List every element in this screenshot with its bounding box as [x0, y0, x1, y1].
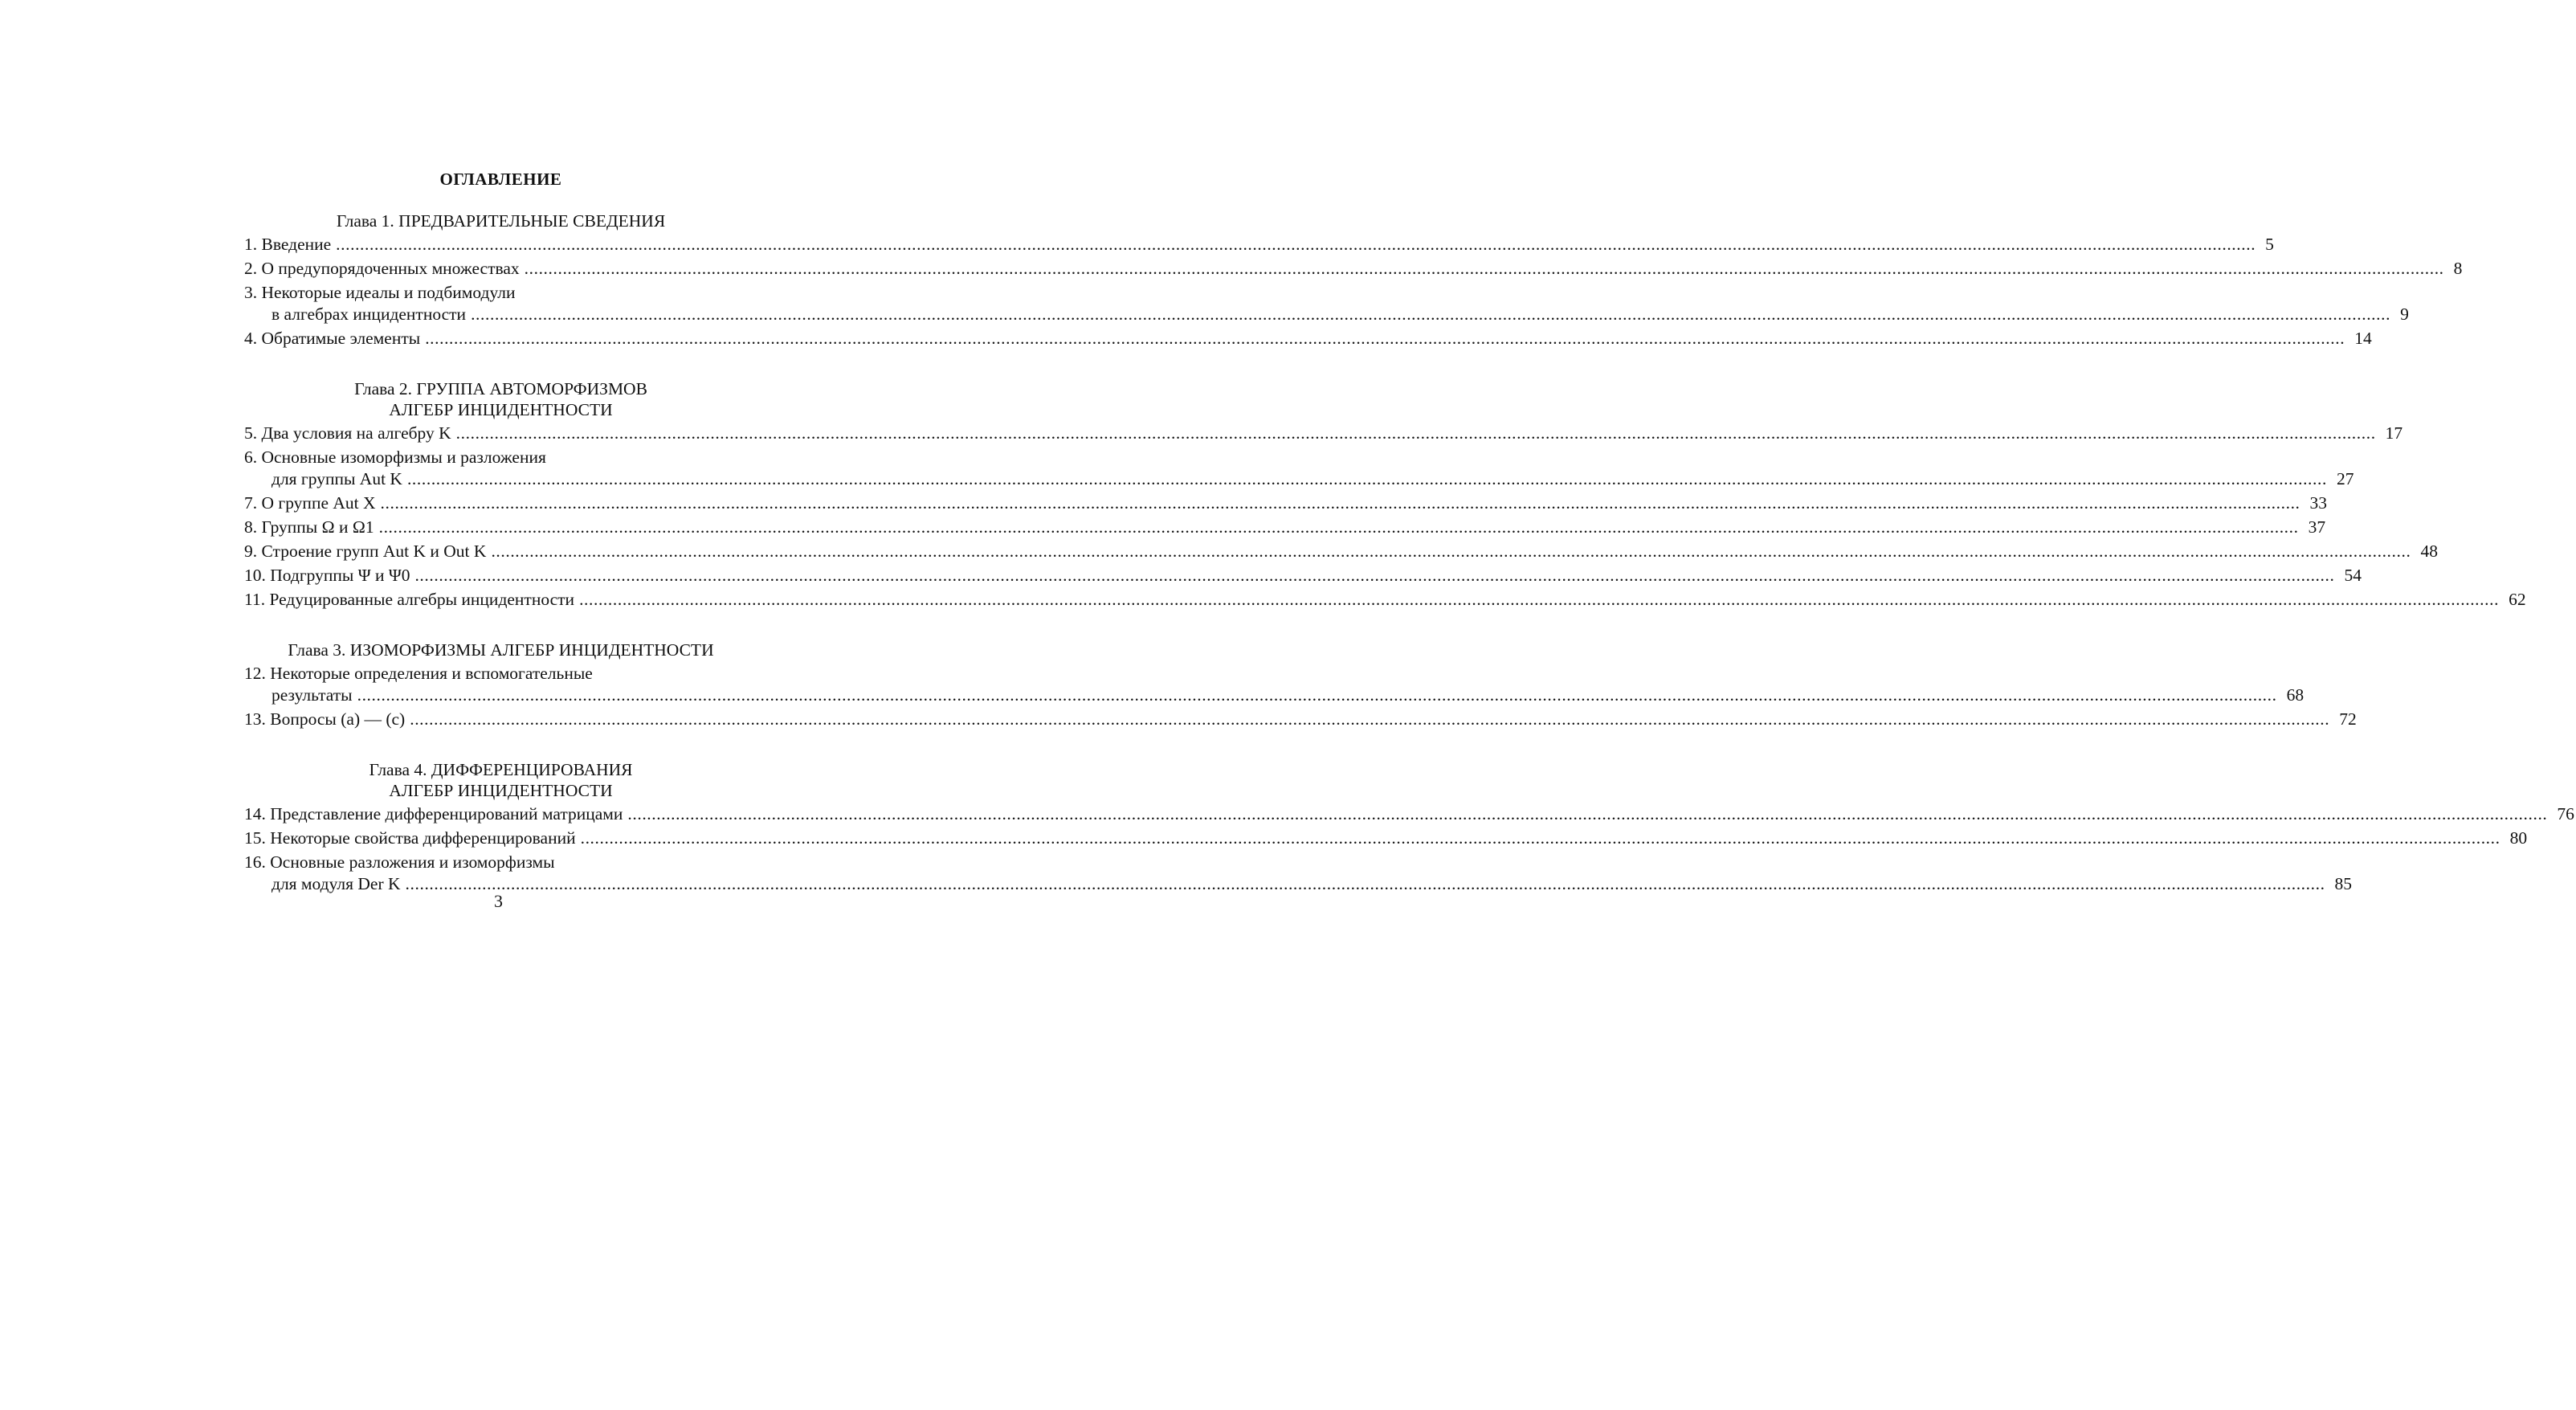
dot-leader: ................................................................................................................................................................................................................................................................................................................................................................................................................	[410, 709, 2330, 729]
toc-entry-title: 1. Введение	[244, 235, 332, 254]
toc-entry-line	[244, 517, 2326, 538]
toc-entry-title: в алгебрах инцидентности	[271, 304, 467, 324]
toc-page-number: 17	[2385, 423, 2403, 443]
toc-entry-title: 11. Редуцированные алгебры инцидентности	[244, 590, 575, 609]
page-number: 3	[494, 891, 503, 911]
toc-entry[interactable]	[244, 589, 2526, 611]
toc-entry[interactable]	[244, 828, 2528, 849]
toc-entry-title: 2. О предупорядоченных множествах	[244, 259, 520, 278]
toc-entry[interactable]	[244, 423, 2403, 444]
dot-leader: ................................................................................................................................................................................................................................................................................................................................................................................................................	[425, 329, 2345, 348]
toc-entry-title: 5. Два условия на алгебру K	[244, 423, 451, 443]
toc-entry-title: 13. Вопросы (a) — (c)	[244, 709, 406, 729]
dot-leader: ................................................................................................................................................................................................................................................................................................................................................................................................................	[471, 304, 2391, 324]
toc-entry-line	[244, 328, 2372, 349]
toc-entry-title: 16. Основные разложения и изоморфизмы	[244, 852, 555, 872]
dot-leader: ................................................................................................................................................................................................................................................................................................................................................................................................................	[579, 590, 2500, 609]
toc-entry-line	[244, 828, 2528, 849]
toc-entry[interactable]	[244, 258, 2463, 280]
dot-leader: ................................................................................................................................................................................................................................................................................................................................................................................................................	[455, 423, 2376, 443]
toc-entry-title: 9. Строение групп Aut K и Out K	[244, 542, 487, 561]
dot-leader: ................................................................................................................................................................................................................................................................................................................................................................................................................	[336, 235, 2256, 254]
toc-entry[interactable]	[244, 803, 2574, 825]
chapter-1	[244, 210, 2463, 349]
toc-entry-title: 3. Некоторые идеалы и подбимодули	[244, 283, 516, 302]
toc-entry[interactable]	[244, 852, 2353, 895]
toc-entry-title: 7. О группе Aut X	[244, 493, 376, 513]
dot-leader: ................................................................................................................................................................................................................................................................................................................................................................................................................	[380, 493, 2300, 513]
toc-entry-line	[244, 234, 2274, 255]
toc-page-number: 68	[2286, 685, 2305, 705]
toc-entry[interactable]	[244, 328, 2372, 349]
dot-leader: ................................................................................................................................................................................................................................................................................................................................................................................................................	[357, 685, 2277, 705]
toc-entry-title: 4. Обратимые элементы	[244, 329, 421, 348]
toc-entry-title: 10. Подгруппы Ψ и Ψ0	[244, 566, 410, 585]
toc-entry[interactable]	[244, 663, 2305, 706]
toc-entry-line	[244, 423, 2403, 444]
toc-entry[interactable]	[244, 447, 2354, 490]
toc-entry[interactable]	[244, 541, 2438, 562]
toc-page-number: 8	[2453, 259, 2463, 278]
toc-page-number: 76	[2557, 804, 2574, 824]
dot-leader: ................................................................................................................................................................................................................................................................................................................................................................................................................	[627, 804, 2548, 824]
dot-leader: ................................................................................................................................................................................................................................................................................................................................................................................................................	[491, 542, 2411, 561]
toc-entry[interactable]	[244, 492, 2328, 514]
toc-entry-line	[244, 685, 2305, 706]
toc-page-number: 37	[2308, 517, 2326, 537]
toc-page-number: 9	[2400, 304, 2409, 324]
toc-entry[interactable]	[244, 709, 2357, 730]
toc-page-number: 5	[2265, 235, 2274, 254]
toc-entry-line	[244, 663, 749, 685]
toc-entry-title: для модуля Der K	[271, 874, 401, 893]
toc-page-number: 72	[2339, 709, 2357, 729]
chapter-heading: Глава 1. ПРЕДВАРИТЕЛЬНЫЕ СВЕДЕНИЯ	[336, 211, 666, 231]
toc-entry[interactable]	[244, 565, 2362, 586]
dot-leader: ................................................................................................................................................................................................................................................................................................................................................................................................................	[406, 469, 2327, 488]
chapter-heading: Глава 2. ГРУППА АВТОМОРФИЗМОВ	[354, 379, 647, 398]
toc-entry[interactable]	[244, 282, 2409, 325]
chapter-heading: АЛГЕБР ИНЦИДЕНТНОСТИ	[389, 781, 613, 800]
dot-leader: ................................................................................................................................................................................................................................................................................................................................................................................................................	[414, 566, 2335, 585]
toc-entry-title: результаты	[271, 685, 353, 705]
toc-title: ОГЛАВЛЕНИЕ	[439, 170, 562, 189]
table-of-contents	[244, 167, 2574, 895]
toc-page-number: 85	[2334, 874, 2353, 893]
toc-page-number: 54	[2344, 566, 2362, 585]
chapter-4	[244, 759, 2574, 895]
chapter-2	[244, 378, 2526, 611]
toc-entry-line	[244, 709, 2357, 730]
dot-leader: ................................................................................................................................................................................................................................................................................................................................................................................................................	[378, 517, 2299, 537]
toc-entry-line	[244, 304, 2409, 325]
toc-entry-line	[244, 589, 2526, 611]
toc-entry-line	[244, 447, 749, 468]
toc-page-number: 48	[2420, 542, 2438, 561]
toc-entry-line	[244, 282, 749, 304]
toc-page-number: 80	[2509, 828, 2528, 848]
toc-entry[interactable]	[244, 517, 2326, 538]
toc-entry-line	[244, 258, 2463, 280]
chapter-heading: Глава 4. ДИФФЕРЕНЦИРОВАНИЯ	[369, 760, 633, 779]
toc-entry-title: 15. Некоторые свойства дифференцирований	[244, 828, 576, 848]
toc-entry-line	[244, 492, 2328, 514]
dot-leader: ................................................................................................................................................................................................................................................................................................................................................................................................................	[580, 828, 2500, 848]
toc-entry-title: для группы Aut K	[271, 469, 402, 488]
toc-page-number: 33	[2309, 493, 2328, 513]
toc-page-number: 14	[2354, 329, 2372, 348]
toc-entry-title: 14. Представление дифференцирований матрицами	[244, 804, 623, 824]
toc-entry[interactable]	[244, 234, 2274, 255]
chapter-list	[244, 210, 2574, 895]
toc-entry-title: 6. Основные изоморфизмы и разложения	[244, 448, 546, 467]
toc-page-number: 62	[2509, 590, 2526, 609]
toc-entry-line	[244, 803, 2574, 825]
toc-page-number: 27	[2336, 469, 2354, 488]
dot-leader: ................................................................................................................................................................................................................................................................................................................................................................................................................	[405, 874, 2325, 893]
chapter-3	[244, 640, 2357, 730]
dot-leader: ................................................................................................................................................................................................................................................................................................................................................................................................................	[524, 259, 2444, 278]
toc-entry-title: 8. Группы Ω и Ω1	[244, 517, 374, 537]
toc-entry-line	[244, 852, 749, 873]
toc-entry-line	[244, 541, 2438, 562]
toc-entry-line	[244, 565, 2362, 586]
chapter-heading: Глава 3. ИЗОМОРФИЗМЫ АЛГЕБР ИНЦИДЕНТНОСТИ	[288, 640, 714, 660]
toc-entry-line	[244, 468, 2354, 490]
toc-entry-title: 12. Некоторые определения и вспомогательные	[244, 664, 593, 683]
chapter-heading: АЛГЕБР ИНЦИДЕНТНОСТИ	[389, 400, 613, 419]
